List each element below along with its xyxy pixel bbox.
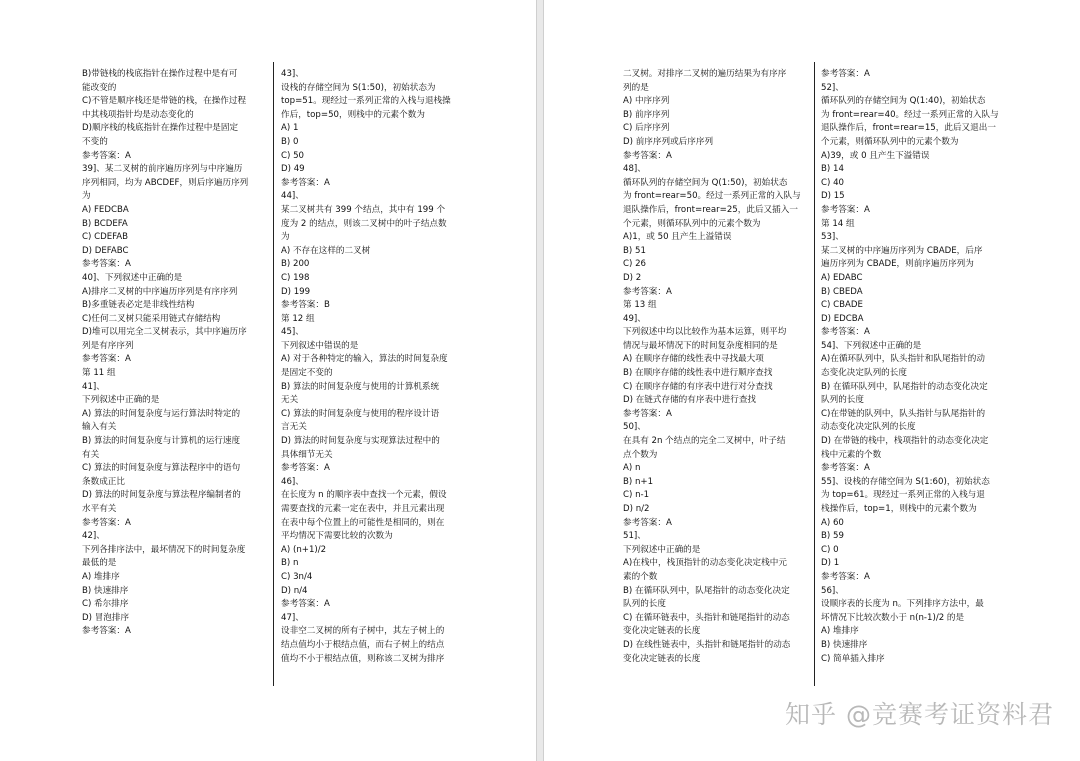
- text-line: C) 在循环链表中，头指针和链尾指针的动态: [623, 612, 790, 623]
- text-line: B) 51: [623, 245, 646, 256]
- text-line: C) 后序序列: [623, 123, 670, 134]
- text-line: 队列的长度: [821, 395, 864, 406]
- text-line: C) CDEFAB: [82, 232, 129, 243]
- text-line: 二叉树。对排序二叉树的遍历结果为有序序: [623, 69, 787, 79]
- text-line: B)多重链表必定是非线性结构: [82, 300, 195, 311]
- text-line: B) 0: [281, 136, 299, 147]
- text-line: 为 top=61。现经过一系列正常的入栈与退: [821, 490, 985, 501]
- column-divider: [273, 62, 274, 686]
- text-line: 54]、下列叙述中正确的是: [821, 340, 922, 351]
- text-line: 是固定不变的: [281, 368, 333, 379]
- text-line: 动态变化决定队列的长度: [821, 422, 916, 433]
- text-line: D) EDCBA: [821, 313, 864, 324]
- text-line: 参考答案：A: [623, 408, 672, 419]
- text-line: B) BCDEFA: [82, 218, 128, 229]
- text-line: C) 3n/4: [281, 571, 313, 582]
- text-line: 作后，top=50，则栈中的元素个数为: [281, 109, 425, 120]
- text-line: 某二叉树的中序遍历序列为 CBADE，后序: [821, 245, 983, 256]
- text-line: 遍历序列为 CBADE，则前序遍历序列为: [821, 259, 974, 270]
- text-line: 某二叉树共有 399 个结点，其中有 199 个: [281, 204, 446, 215]
- text-line: A) 在顺序存储的线性表中寻找最大项: [623, 354, 764, 365]
- text-line: C) 0: [821, 544, 839, 555]
- text-line: A) 堆排序: [82, 571, 120, 582]
- text-line: A)1，或 50 且产生上溢错误: [623, 232, 732, 243]
- text-line: 下列叙述中正确的是: [623, 544, 701, 555]
- text-line: 为 front=rear=50。经过一系列正常的入队与: [623, 191, 801, 202]
- text-line: 具体细节无关: [281, 449, 333, 460]
- text-line: A)在栈中，栈顶指针的动态变化决定栈中元: [623, 558, 787, 569]
- right-column-1: [623, 68, 809, 666]
- text-line: 50]、: [623, 422, 646, 433]
- text-line: 第 11 组: [82, 368, 116, 379]
- text-line: 在长度为 n 的顺序表中查找一个元素，假设: [281, 490, 447, 501]
- text-line: B)带链栈的栈底指针在操作过程中是有可: [82, 69, 238, 79]
- text-line: 40]、下列叙述中正确的是: [82, 272, 183, 283]
- text-line: 值均不小于根结点值，则称该二叉树为排序: [281, 653, 445, 664]
- text-line: C) 40: [821, 177, 845, 188]
- text-line: A) EDABC: [821, 272, 863, 283]
- text-line: 平均情况下需要比较的次数为: [281, 531, 393, 542]
- text-line: 列的是: [623, 82, 649, 93]
- text-line: 参考答案：A: [82, 626, 131, 637]
- text-line: 条数成正比: [82, 476, 125, 487]
- text-line: D) 49: [281, 164, 305, 175]
- text-line: 变化决定链表的长度: [623, 653, 701, 664]
- text-line: 47]、: [281, 612, 304, 623]
- text-line: 水平有关: [82, 504, 117, 514]
- text-line: 个元素，则循环队列中的元素个数为: [623, 218, 761, 229]
- text-line: A) 1: [281, 123, 299, 134]
- text-line: A) 不存在这样的二叉树: [281, 245, 371, 256]
- text-line: 41]、: [82, 381, 105, 392]
- text-line: 序列相同，均为 ABCDEF，则后序遍历序列: [82, 177, 249, 188]
- text-line: 有关: [82, 449, 100, 460]
- text-line: A) 对于各种特定的输入，算法的时间复杂度: [281, 354, 448, 365]
- text-line: 参考答案：A: [82, 150, 131, 161]
- text-line: 为 front=rear=40。经过一系列正常的入队与: [821, 109, 999, 120]
- text-line: D) 15: [821, 191, 845, 202]
- text-line: D) n/2: [623, 504, 650, 514]
- text-line: A)39，或 0 且产生下溢错误: [821, 150, 930, 161]
- text-line: 48]、: [623, 164, 646, 175]
- text-line: C) CBADE: [821, 300, 863, 311]
- right-page: [544, 0, 1080, 761]
- text-line: 情况与最坏情况下的时间复杂度相同的是: [623, 340, 778, 351]
- text-line: 在具有 2n 个结点的完全二叉树中，叶子结: [623, 436, 786, 447]
- left-column-2: [281, 68, 467, 666]
- text-line: C) 26: [623, 259, 647, 270]
- text-line: 参考答案：A: [281, 599, 330, 610]
- text-line: C) 在顺序存储的有序表中进行对分查找: [623, 381, 773, 392]
- text-line: A) FEDCBA: [82, 204, 129, 215]
- text-line: 49]、: [623, 313, 646, 324]
- text-line: 设栈的存储空间为 S(1:50)，初始状态为: [281, 82, 436, 93]
- text-line: 45]、: [281, 327, 304, 338]
- text-line: D) 在线性链表中，头指针和链尾指针的动态: [623, 639, 791, 650]
- text-line: 个元素，则循环队列中的元素个数为: [821, 136, 959, 147]
- text-line: C) 198: [281, 272, 310, 283]
- text-line: 点个数为: [623, 449, 658, 460]
- text-line: C) 算法的时间复杂度与算法程序中的语句: [82, 463, 241, 474]
- text-line: 设非空二叉树的所有子树中，其左子树上的: [281, 626, 445, 637]
- text-line: 46]、: [281, 476, 304, 487]
- text-line: 在表中每个位置上的可能性是相同的，则在: [281, 517, 445, 528]
- text-line: D) 2: [623, 272, 642, 283]
- text-line: A) 中序序列: [623, 96, 670, 107]
- text-line: B) 快速排序: [821, 639, 868, 650]
- text-line: 态变化决定队列的长度: [821, 368, 907, 379]
- text-line: D) n/4: [281, 585, 308, 596]
- text-line: 输入有关: [82, 422, 117, 433]
- text-line: B) 59: [821, 531, 844, 542]
- text-line: B) 快速排序: [82, 585, 129, 596]
- text-line: C)在带链的队列中，队头指针与队尾指针的: [821, 408, 986, 419]
- text-line: A)排序二叉树的中序遍历序列是有序序列: [82, 286, 238, 297]
- text-line: D) 前序序列或后序序列: [623, 136, 714, 147]
- text-line: D) 在链式存储的有序表中进行查找: [623, 395, 757, 406]
- text-line: B) 算法的时间复杂度与计算机的运行速度: [82, 436, 241, 447]
- left-column-1: [82, 68, 268, 639]
- text-line: D) 算法的时间复杂度与算法程序编制者的: [82, 490, 241, 501]
- text-line: 参考答案：A: [623, 150, 672, 161]
- watermark-text: 知乎 @竞赛考证资料君: [785, 700, 1054, 729]
- text-line: B) 14: [821, 164, 844, 175]
- text-line: 参考答案：A: [82, 517, 131, 528]
- text-line: 栈操作后，top=1，则栈中的元素个数为: [821, 504, 977, 514]
- text-line: A) 60: [821, 517, 844, 528]
- text-line: 坏情况下比较次数小于 n(n-1)/2 的是: [821, 612, 965, 623]
- text-line: C) 算法的时间复杂度与使用的程序设计语: [281, 408, 440, 419]
- text-line: B) 在循环队列中，队尾指针的动态变化决定: [821, 381, 988, 392]
- text-line: 能改变的: [82, 82, 117, 93]
- column-divider: [814, 62, 815, 686]
- text-line: C) n-1: [623, 490, 650, 501]
- text-line: 退队操作后，front=rear=15，此后又退出一: [821, 123, 996, 134]
- text-line: 中其栈项指针均是动态变化的: [82, 109, 194, 120]
- text-line: 55]、设栈的存储空间为 S(1:60)，初始状态: [821, 476, 990, 487]
- text-line: 第 12 组: [281, 313, 315, 324]
- text-line: 参考答案：A: [821, 69, 870, 79]
- page-spine: [536, 0, 544, 761]
- text-line: 参考答案：A: [623, 286, 672, 297]
- text-line: 参考答案：A: [82, 354, 131, 365]
- text-line: 退队操作后，front=rear=25，此后又插入一: [623, 204, 798, 215]
- text-line: 参考答案：A: [821, 327, 870, 338]
- text-line: C) 希尔排序: [82, 599, 129, 610]
- text-line: 需要查找的元素一定在表中，并且元素出现: [281, 504, 445, 514]
- text-line: 结点值均小于根结点值，而右子树上的结点: [281, 639, 445, 650]
- text-line: B) CBEDA: [821, 286, 863, 297]
- text-line: 参考答案：A: [821, 463, 870, 474]
- text-line: B) 200: [281, 259, 310, 270]
- text-line: 53]、: [821, 232, 844, 243]
- text-line: B) 算法的时间复杂度与使用的计算机系统: [281, 381, 440, 392]
- text-line: 下列叙述中均以比较作为基本运算，则平均: [623, 327, 787, 338]
- text-line: 不变的: [82, 136, 108, 147]
- text-line: 参考答案：A: [82, 259, 131, 270]
- text-line: 52]、: [821, 82, 844, 93]
- text-line: C) 50: [281, 150, 305, 161]
- text-line: 43]、: [281, 69, 304, 79]
- text-line: 循环队列的存储空间为 Q(1:40)，初始状态: [821, 96, 986, 107]
- text-line: C)任何二叉树只能采用链式存储结构: [82, 313, 221, 324]
- text-line: 39]、某二叉树的前序遍历序列与中序遍历: [82, 164, 243, 175]
- text-line: 变化决定链表的长度: [623, 626, 701, 637]
- text-line: 下列各排序法中，最坏情况下的时间复杂度: [82, 544, 246, 555]
- text-line: D) 算法的时间复杂度与实现算法过程中的: [281, 436, 440, 447]
- text-line: 设顺序表的长度为 n。下列排序方法中，最: [821, 599, 984, 610]
- text-line: 参考答案：B: [281, 300, 330, 311]
- text-line: C) 简单插入排序: [821, 653, 885, 664]
- text-line: D) 冒泡排序: [82, 612, 130, 623]
- text-line: 第 14 组: [821, 218, 855, 229]
- text-line: D) 1: [821, 558, 840, 569]
- text-line: A) (n+1)/2: [281, 544, 327, 555]
- text-line: 44]、: [281, 191, 304, 202]
- text-line: B) n: [281, 558, 299, 569]
- text-line: B) 在顺序存储的线性表中进行顺序查找: [623, 368, 773, 379]
- text-line: A) 堆排序: [821, 626, 859, 637]
- text-line: 度为 2 的结点，则该二叉树中的叶子结点数: [281, 218, 447, 229]
- left-page: [0, 0, 536, 761]
- text-line: 下列叙述中正确的是: [82, 395, 160, 406]
- text-line: D)顺序栈的栈底指针在操作过程中是固定: [82, 123, 239, 134]
- text-line: A) n: [623, 463, 641, 474]
- text-line: 下列叙述中错误的是: [281, 340, 359, 351]
- text-line: top=51。现经过一系列正常的入栈与退栈操: [281, 96, 451, 107]
- text-line: 栈中元素的个数: [821, 449, 882, 460]
- text-line: 参考答案：A: [281, 463, 330, 474]
- text-line: D) 在带链的栈中，栈项指针的动态变化决定: [821, 436, 989, 447]
- text-line: B) n+1: [623, 476, 654, 487]
- text-line: 循环队列的存储空间为 Q(1:50)，初始状态: [623, 177, 788, 188]
- text-line: B) 前序序列: [623, 109, 670, 120]
- text-line: 最低的是: [82, 558, 117, 569]
- text-line: 51]、: [623, 531, 646, 542]
- text-line: 列是有序序列: [82, 340, 134, 351]
- text-line: 素的个数: [623, 571, 658, 582]
- text-line: 参考答案：A: [623, 517, 672, 528]
- text-line: 42]、: [82, 531, 105, 542]
- text-line: 参考答案：A: [281, 177, 330, 188]
- right-column-2: [821, 68, 1007, 666]
- text-line: 无关: [281, 395, 299, 406]
- text-line: 为: [281, 232, 290, 243]
- text-line: 参考答案：A: [821, 571, 870, 582]
- text-line: D)堆可以用完全二叉树表示，其中序遍历序: [82, 327, 247, 338]
- text-line: 队列的长度: [623, 599, 666, 610]
- text-line: D) 199: [281, 286, 311, 297]
- text-line: 参考答案：A: [821, 204, 870, 215]
- text-line: 第 13 组: [623, 300, 657, 311]
- text-line: A)在循环队列中，队头指针和队尾指针的动: [821, 354, 985, 365]
- text-line: C)不管是顺序栈还是带链的栈，在操作过程: [82, 96, 247, 107]
- text-line: 56]、: [821, 585, 844, 596]
- text-line: A) 算法的时间复杂度与运行算法时特定的: [82, 408, 241, 419]
- text-line: 为: [82, 191, 91, 202]
- text-line: B) 在循环队列中，队尾指针的动态变化决定: [623, 585, 790, 596]
- text-line: D) DEFABC: [82, 245, 129, 256]
- text-line: 言无关: [281, 422, 307, 433]
